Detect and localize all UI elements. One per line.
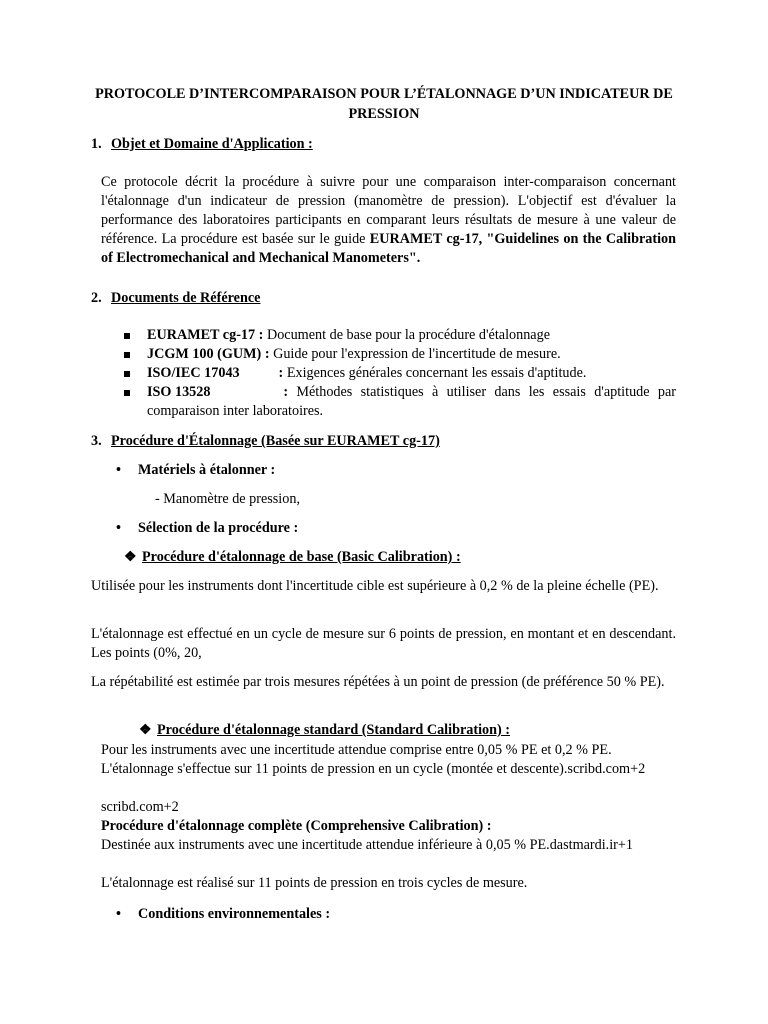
- objet-reference-bold: EURAMET cg-17, "Guidelines on the Calibration of Electromechanical and Mechanical Manometers".: [101, 231, 677, 266]
- comprehensive-line-1: Destinée aux instruments avec une incertitude attendue inférieure à 0,05 % PE.dastmardi.ir+1: [101, 837, 633, 853]
- objet-paragraph: Ce protocole décrit la procédure à suivre pour une comparaison inter-comparaison concernant l'étalonnage d'un indicateur de pression (manomètre de pression). L'objectif est d'évaluer la performance des laboratoires participants en comparant leurs résultats de mesure à une valeur de référence. La procédure est basée sur le guide EURAMET cg-17, "Guidelines on the Calibration of Electromechanical and Mechanical Manometers".: [101, 174, 677, 266]
- selection-item: • Sélection de la procédure :: [116, 520, 299, 536]
- environment-item: • Conditions environnementales :: [116, 906, 331, 922]
- standard-line-2: L'étalonnage s'effectue sur 11 points de pression en un cycle (montée et descente).scribd.com+2: [101, 761, 646, 777]
- basic-calibration-heading: ❖ Procédure d'étalonnage de base (Basic Calibration) :: [124, 549, 461, 565]
- section-3-title: Procédure d'Étalonnage (Basée sur EURAMET cg-17): [111, 433, 440, 449]
- diamond-bullet-icon: ❖: [124, 550, 137, 565]
- section-2-heading: 2. Documents de Référence: [91, 290, 261, 306]
- reference-item: JCGM 100 (GUM) : Guide pour l'expression de l'incertitude de mesure.: [122, 345, 676, 364]
- reference-list: [122, 326, 676, 421]
- comprehensive-line-2: L'étalonnage est réalisé sur 11 points de pression en trois cycles de mesure.: [101, 875, 528, 891]
- bullet-icon: •: [116, 906, 121, 922]
- section-2-title: Documents de Référence: [111, 290, 261, 306]
- standard-line-1: Pour les instruments avec une incertitude attendue comprise entre 0,05 % PE et 0,2 % PE.: [101, 742, 612, 758]
- bullet-icon: •: [116, 520, 121, 536]
- basic-paragraph-1: Utilisée pour les instruments dont l'incertitude cible est supérieure à 0,2 % de la pleine échelle (PE).: [91, 578, 659, 594]
- standard-calibration-heading: ❖ Procédure d'étalonnage standard (Standard Calibration) :: [139, 722, 510, 738]
- section-3-heading: 3. Procédure d'Étalonnage (Basée sur EURAMET cg-17): [91, 433, 440, 449]
- materiels-item: • Matériels à étalonner :: [116, 462, 276, 478]
- section-1-heading: 1. Objet et Domaine d'Application :: [91, 136, 313, 152]
- materiels-value: - Manomètre de pression,: [155, 491, 300, 507]
- section-1-title: Objet et Domaine d'Application :: [111, 136, 313, 152]
- diamond-bullet-icon: ❖: [139, 723, 152, 738]
- document-title: PROTOCOLE D’INTERCOMPARAISON POUR L’ÉTALONNAGE D’UN INDICATEUR DE PRESSION: [95, 86, 673, 122]
- basic-paragraph-2: L'étalonnage est effectué en un cycle de mesure sur 6 points de pression, en montant et en descendant. Les points (0%, 20,: [91, 626, 676, 661]
- standard-line-3: scribd.com+2: [101, 799, 179, 815]
- reference-item: ISO 13528 : Méthodes statistiques à utiliser dans les essais d'aptitude par comparaison inter laboratoires.: [122, 383, 676, 421]
- bullet-icon: •: [116, 462, 121, 478]
- reference-item: EURAMET cg-17 : Document de base pour la procédure d'étalonnage: [122, 326, 676, 345]
- basic-paragraph-3: La répétabilité est estimée par trois mesures répétées à un point de pression (de préférence 50 % PE).: [91, 674, 665, 690]
- reference-item: ISO/IEC 17043 : Exigences générales concernant les essais d'aptitude.: [122, 364, 676, 383]
- comprehensive-calibration-heading: Procédure d'étalonnage complète (Comprehensive Calibration) :: [101, 818, 492, 834]
